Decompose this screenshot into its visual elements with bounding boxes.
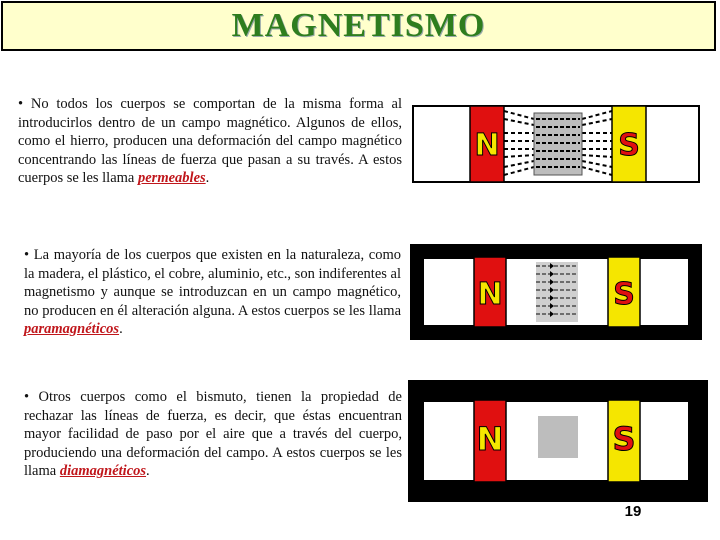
paragraph-end: . bbox=[146, 463, 150, 479]
south-label: S bbox=[618, 128, 640, 163]
paragraph-paramagneticos bbox=[24, 246, 401, 339]
page-number: 19 bbox=[624, 503, 642, 520]
neutral-sample bbox=[536, 262, 578, 322]
term-permeables: permeables bbox=[138, 170, 206, 186]
diagram-permeable bbox=[412, 105, 700, 183]
paragraph-diamagneticos bbox=[24, 388, 402, 481]
sample-field-lines bbox=[536, 119, 580, 167]
diagram-paramagnetic bbox=[410, 244, 702, 340]
term-diamagneticos: diamagnéticos bbox=[59, 463, 147, 479]
south-label: S bbox=[612, 420, 636, 458]
south-label: S bbox=[613, 277, 635, 312]
north-label: N bbox=[474, 128, 500, 163]
paragraph-text: • La mayoría de los cuerpos que existen en la naturaleza, como la madera, el plástico, el cobre, aluminio, etc., son indiferentes al magnetismo y aunque se introduzcan en un campo magnético, no producen en él alteración alguna. A estos cuerpos se les llama bbox=[24, 247, 401, 319]
paragraph-text: • Otros cuerpos como el bismuto, tienen la propiedad de rechazar las líneas de fuerza, es decir, que éstas encuentran mayor facilidad de paso por el aire que a través del cuerpo, produciendo una deformación del campo. A estos cuerpos se les llama bbox=[24, 389, 402, 479]
paragraph-end: . bbox=[119, 321, 123, 337]
bismuth-sample bbox=[538, 416, 578, 458]
paragraph-end: . bbox=[205, 170, 210, 186]
title-bar bbox=[1, 1, 716, 51]
diagram-diamagnetic bbox=[408, 380, 708, 502]
page-title: MAGNETISMO bbox=[231, 7, 486, 44]
north-label: N bbox=[476, 420, 504, 458]
term-paramagneticos: paramagnéticos bbox=[24, 321, 120, 337]
paragraph-permeables bbox=[18, 95, 402, 188]
paragraph-text: • No todos los cuerpos se comportan de la misma forma al introducirlos dentro de un campo magnético. Algunos de ellos, como el hierro, producen una deformación del campo magnético concentrando las líneas de fuerza que pasan a su través. A estos cuerpos se les llama bbox=[18, 96, 402, 186]
north-label: N bbox=[477, 277, 503, 312]
